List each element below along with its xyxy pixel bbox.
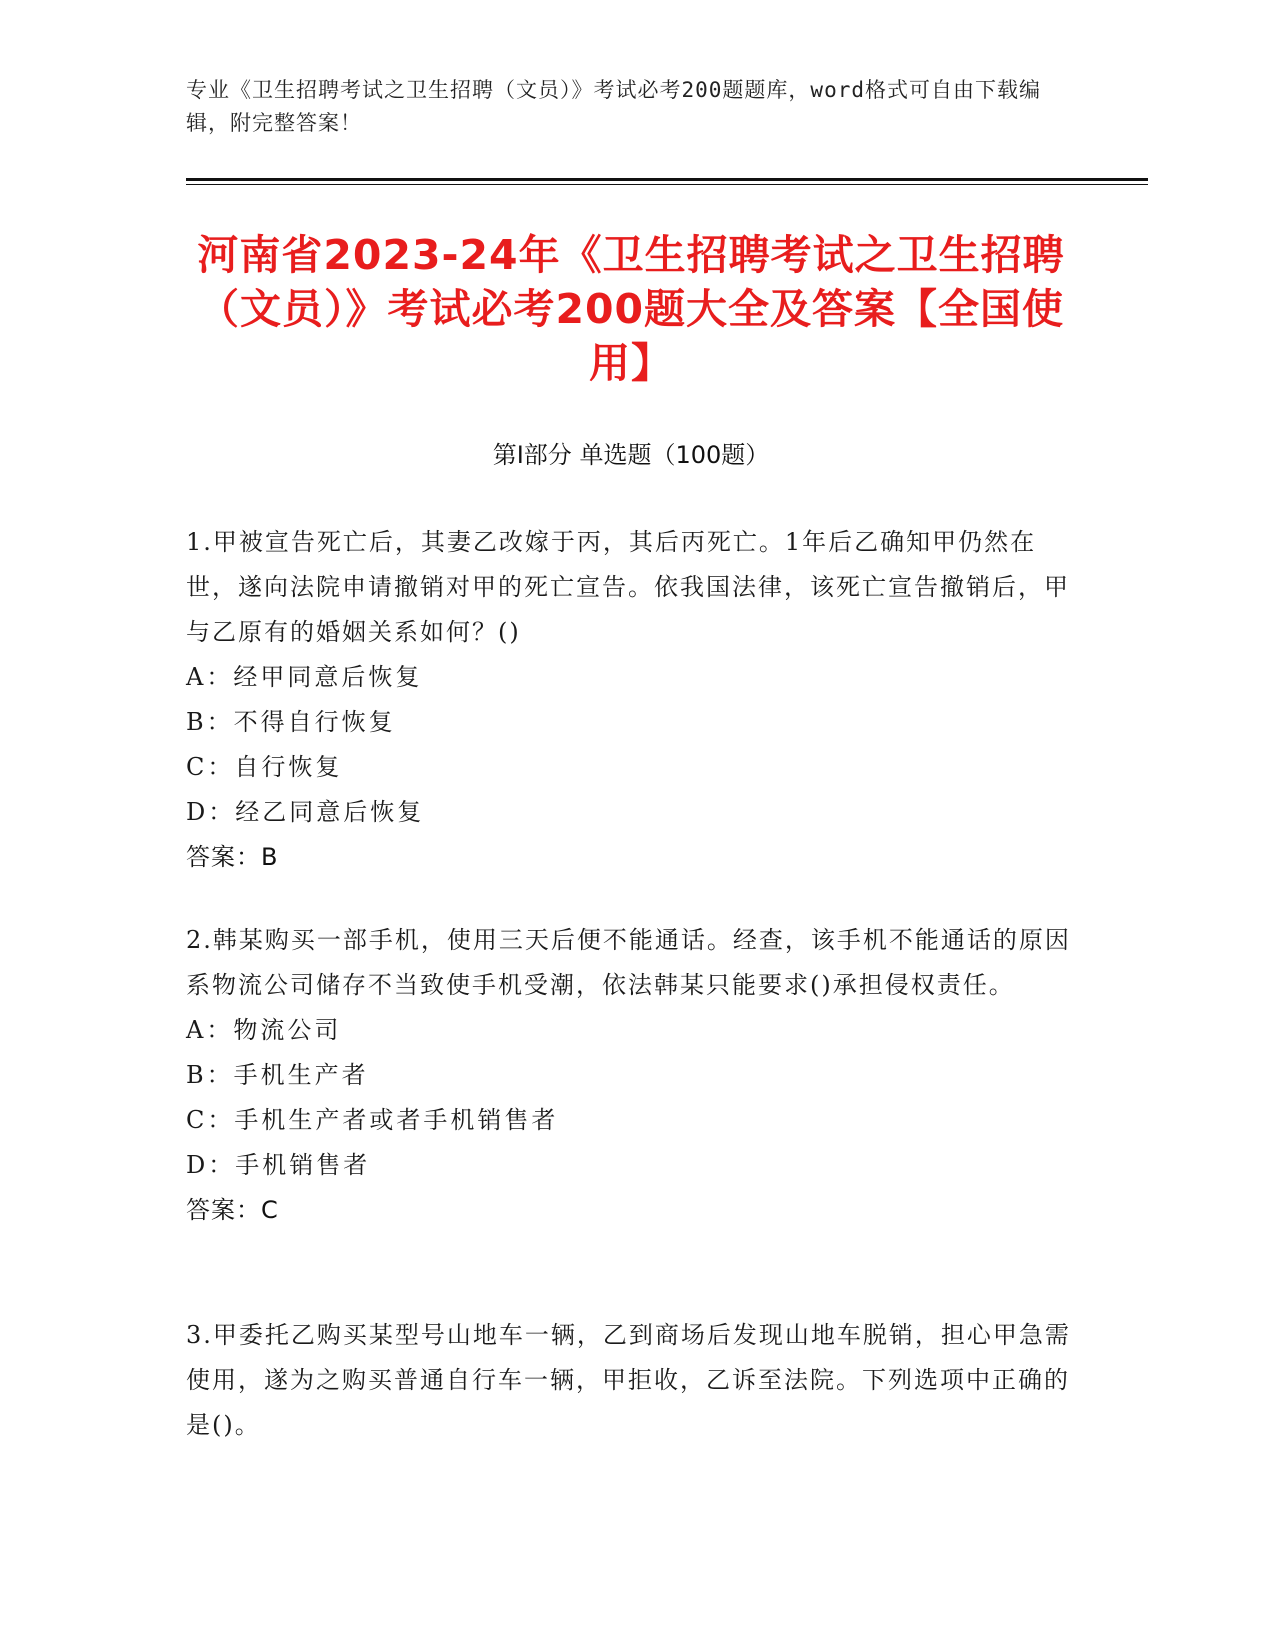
- answer-label: 答案：C: [186, 1196, 279, 1224]
- option-d: D：手机销售者: [186, 1151, 371, 1179]
- question-stem: 2.韩某购买一部手机，使用三天后便不能通话。经查，该手机不能通话的原因系物流公司储存不当致使手机受潮，依法韩某只能要求()承担侵权责任。: [186, 926, 1071, 999]
- option-c: C：自行恢复: [186, 753, 343, 781]
- header-note: 专业《卫生招聘考试之卫生招聘（文员）》考试必考200题题库，word格式可自由下载编辑，附完整答案！: [186, 78, 1041, 135]
- option-a: A：经甲同意后恢复: [186, 663, 423, 691]
- header-divider-thin: [186, 184, 1148, 185]
- document-title: 河南省2023-24年《卫生招聘考试之卫生招聘（文员）》考试必考200题大全及答案【全国使用】: [197, 231, 1065, 387]
- option-a: A：物流公司: [186, 1016, 342, 1044]
- question-stem: 1.甲被宣告死亡后，其妻乙改嫁于丙，其后丙死亡。1年后乙确知甲仍然在世，遂向法院申请撤销对甲的死亡宣告。依我国法律，该死亡宣告撤销后，甲与乙原有的婚姻关系如何？(): [186, 528, 1070, 646]
- question-stem: 3.甲委托乙购买某型号山地车一辆，乙到商场后发现山地车脱销，担心甲急需使用，遂为之购买普通自行车一辆，甲拒收，乙诉至法院。下列选项中正确的是()。: [186, 1321, 1071, 1439]
- option-b: B：不得自行恢复: [186, 708, 396, 736]
- option-c: C：手机生产者或者手机销售者: [186, 1106, 559, 1134]
- section-title: 第Ⅰ部分 单选题（100题）: [492, 441, 770, 469]
- header-divider-thick: [186, 178, 1148, 181]
- answer-label: 答案：B: [186, 843, 279, 871]
- question-3: [186, 1313, 1076, 1448]
- question-1: [186, 520, 1076, 880]
- option-b: B：手机生产者: [186, 1061, 369, 1089]
- option-d: D：经乙同意后恢复: [186, 798, 425, 826]
- question-2: [186, 918, 1076, 1233]
